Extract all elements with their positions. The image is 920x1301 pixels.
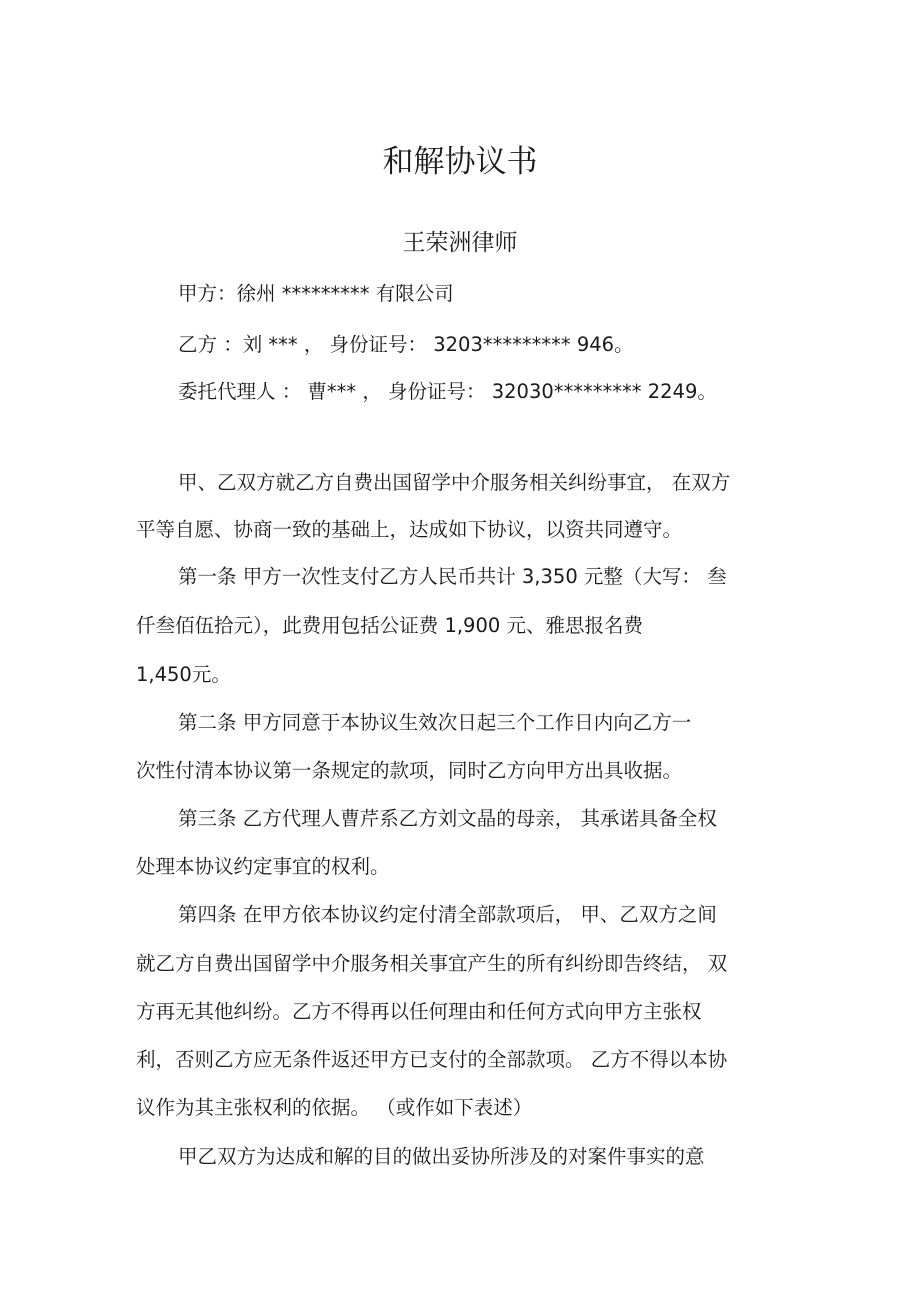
paragraph-line: 甲、乙双方就乙方自费出国留学中介服务相关纠纷事宜， 在双方: [178, 471, 731, 494]
paragraph-line: 1,450元。: [136, 663, 231, 686]
agent-line: 委托代理人 ： 曹*** ， 身份证号： 32030********* 2249。: [178, 380, 717, 403]
paragraph-line: 仟叁佰伍拾元），此费用包括公证费 1,900 元、雅思报名费: [136, 614, 643, 637]
paragraph-line: 第一条 甲方一次性支付乙方人民币共计 3,350 元整（大写： 叁: [178, 565, 727, 588]
paragraph-line: 利，否则乙方应无条件返还甲方已支付的全部款项。 乙方不得以本协: [136, 1048, 728, 1071]
paragraph-line: 第三条 乙方代理人曹芹系乙方刘文晶的母亲， 其承诺具备全权: [178, 807, 717, 830]
paragraph-line: 处理本协议约定事宜的权利。: [136, 855, 390, 878]
paragraph-line: 方再无其他纠纷。乙方不得再以任何理由和任何方式向甲方主张权: [136, 1000, 702, 1023]
paragraph-line: 甲乙双方为达成和解的目的做出妥协所涉及的对案件事实的意: [178, 1145, 705, 1168]
party-a-line: 甲方：徐州 ********* 有限公司: [178, 282, 454, 305]
paragraph-line: 次性付清本协议第一条规定的款项，同时乙方向甲方出具收据。: [136, 759, 683, 782]
paragraph-line: 第二条 甲方同意于本协议生效次日起三个工作日内向乙方一: [178, 711, 692, 734]
paragraph-line: 平等自愿、协商一致的基础上，达成如下协议，以资共同遵守。: [136, 518, 683, 541]
paragraph-line: 第四条 在甲方依本协议约定付清全部款项后， 甲、乙双方之间: [178, 903, 717, 926]
author-name: 王荣洲律师: [402, 230, 518, 256]
paragraph-line: 就乙方自费出国留学中介服务相关事宜产生的所有纠纷即告终结， 双: [136, 952, 728, 975]
paragraph-line: 议作为其主张权利的依据。 （或作如下表述）: [136, 1096, 533, 1119]
document-title: 和解协议书: [382, 144, 538, 180]
party-b-line: 乙方 ：刘 *** ， 身份证号： 3203********* 946。: [178, 333, 634, 356]
